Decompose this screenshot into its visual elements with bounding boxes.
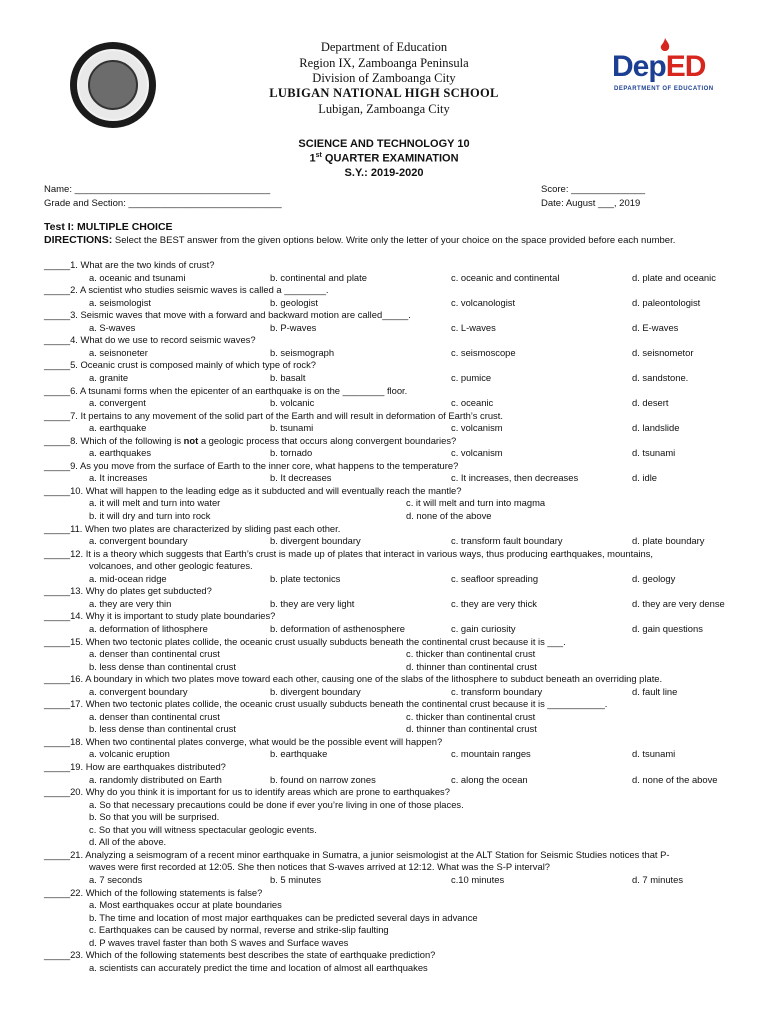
answer-option: d. P waves travel faster than both S waves and Surface waves — [89, 937, 349, 948]
question-stem: _____12. It is a theory which suggests that Earth’s crust is made up of plates that interact in various ways, thus producing earthquakes, mountains, — [44, 548, 654, 559]
region-heading: Region IX, Zamboanga Peninsula — [299, 56, 469, 70]
answer-option: c. So that you will witness spectacular geologic events. — [89, 824, 317, 835]
question-stem: _____21. Analyzing a seismogram of a recent minor earthquake in Sumatra, a junior seismologist at the ALT Station for Seismic Studies notices that P- — [44, 849, 670, 860]
answer-option: a. volcanic eruption — [89, 748, 170, 759]
question-stem: _____17. When two tectonic plates collide, the oceanic crust usually subducts beneath the continental crust because it is ___________. — [44, 698, 608, 709]
answer-option: c. seafloor spreading — [451, 573, 539, 584]
exam-subject: SCIENCE AND TECHNOLOGY 10 — [298, 138, 470, 150]
question-stem: _____4. What do we use to record seismic waves? — [44, 334, 256, 345]
exam-quarter: 1st QUARTER EXAMINATION — [309, 152, 459, 165]
question-stem-continued: volcanoes, and other geologic features. — [89, 560, 253, 571]
answer-option: d. landslide — [632, 422, 680, 433]
answer-option: d. thinner than continental crust — [406, 661, 537, 672]
answer-option: c. volcanism — [451, 422, 503, 433]
question-stem: _____15. When two tectonic plates collide, the oceanic crust usually subducts beneath the continental crust because it is ___. — [44, 636, 566, 647]
answer-option: d. none of the above — [632, 774, 718, 785]
answer-option: c. oceanic — [451, 397, 494, 408]
answer-option: b. found on narrow zones — [270, 774, 376, 785]
question-stem: _____7. It pertains to any movement of the solid part of the Earth and will result in deformation of Earth’s crust. — [44, 410, 503, 421]
answer-option: a. scientists can accurately predict the time and location of almost all earthquakes — [89, 962, 428, 973]
answer-option: d. idle — [632, 472, 658, 483]
exam-school-year: S.Y.: 2019-2020 — [344, 167, 424, 179]
question-stem-continued: waves were first recorded at 12:05. She then notices that S-waves arrived at 12:12. What was the S-P interval? — [89, 861, 550, 872]
answer-option: a. convergent boundary — [89, 686, 188, 697]
answer-option: a. 7 seconds — [89, 874, 143, 885]
answer-option: a. It increases — [89, 472, 148, 483]
answer-option: d. paleontologist — [632, 297, 701, 308]
answer-option: c. thicker than continental crust — [406, 648, 536, 659]
answer-option: d. seisnometor — [632, 347, 694, 358]
question-stem: _____9. As you move from the surface of Earth to the inner core, what happens to the temperature? — [44, 460, 459, 471]
answer-option: c. it will melt and turn into magma — [406, 497, 546, 508]
answer-option: b. deformation of asthenosphere — [270, 623, 405, 634]
answer-option: a. granite — [89, 372, 129, 383]
answer-option: c. thicker than continental crust — [406, 711, 536, 722]
answer-option: a. it will melt and turn into water — [89, 497, 221, 508]
answer-option: d. E-waves — [632, 322, 679, 333]
school-name: LUBIGAN NATIONAL HIGH SCHOOL — [269, 86, 499, 100]
answer-option: c. they are very thick — [451, 598, 537, 609]
answer-option: c. mountain ranges — [451, 748, 531, 759]
question-stem: _____23. Which of the following statements best describes the state of earthquake prediction? — [44, 949, 436, 960]
answer-option: b. The time and location of most major earthquakes can be predicted several days in advance — [89, 912, 478, 923]
answer-option: c. oceanic and continental — [451, 272, 560, 283]
question-stem: _____18. When two continental plates converge, what would be the possible event will happen? — [44, 736, 443, 747]
answer-option: c. volcanologist — [451, 297, 516, 308]
answer-option: b. P-waves — [270, 322, 317, 333]
answer-option: b. volcanic — [270, 397, 315, 408]
school-location: Lubigan, Zamboanga City — [318, 102, 450, 116]
deped-logo: DepED DEPARTMENT OF EDUCATION — [612, 38, 722, 98]
answer-option: b. basalt — [270, 372, 306, 383]
answer-option: b. earthquake — [270, 748, 328, 759]
answer-option: a. S-waves — [89, 322, 136, 333]
answer-option: c. It increases, then decreases — [451, 472, 579, 483]
answer-option: a. Most earthquakes occur at plate boundaries — [89, 899, 282, 910]
answer-option: a. convergent boundary — [89, 535, 188, 546]
answer-option: b. less dense than continental crust — [89, 723, 236, 734]
answer-option: d. All of the above. — [89, 836, 167, 847]
question-stem: _____20. Why do you think it is important for us to identify areas which are prone to earthquakes? — [44, 786, 450, 797]
name-field[interactable]: Name: _____________________________________ — [44, 184, 271, 195]
answer-option: c. pumice — [451, 372, 492, 383]
answer-option: a. seisnoneter — [89, 347, 148, 358]
answer-option: d. desert — [632, 397, 669, 408]
date-field[interactable]: Date: August ___, 2019 — [541, 198, 641, 209]
answer-option: b. continental and plate — [270, 272, 367, 283]
answer-option: c. Earthquakes can be caused by normal, reverse and strike-slip faulting — [89, 924, 389, 935]
answer-option: c. transform boundary — [451, 686, 543, 697]
answer-option: d. geology — [632, 573, 676, 584]
answer-option: a. denser than continental crust — [89, 648, 220, 659]
answer-option: b. geologist — [270, 297, 318, 308]
question-stem: _____16. A boundary in which two plates move toward each other, causing one of the slabs of the lithosphere to subduct beneath an overriding plate. — [44, 673, 663, 684]
directions: DIRECTIONS: Select the BEST answer from the given options below. Write only the letter of your choice on the space provided before each number. — [44, 234, 676, 246]
answer-option: a. convergent — [89, 397, 146, 408]
answer-option: b. It decreases — [270, 472, 332, 483]
answer-option: c.10 minutes — [451, 874, 505, 885]
division-heading: Division of Zamboanga City — [312, 71, 456, 85]
answer-option: b. divergent boundary — [270, 686, 361, 697]
answer-option: d. tsunami — [632, 748, 676, 759]
answer-option: a. mid-ocean ridge — [89, 573, 167, 584]
answer-option: b. it will dry and turn into rock — [89, 510, 211, 521]
answer-option: d. tsunami — [632, 447, 676, 458]
answer-option: b. divergent boundary — [270, 535, 361, 546]
answer-option: a. seismologist — [89, 297, 152, 308]
answer-option: d. they are very dense — [632, 598, 725, 609]
answer-option: d. fault line — [632, 686, 678, 697]
answer-option: a. earthquake — [89, 422, 147, 433]
answer-option: a. earthquakes — [89, 447, 152, 458]
answer-option: d. plate boundary — [632, 535, 705, 546]
question-stem: _____2. A scientist who studies seismic waves is called a ________. — [44, 284, 329, 295]
answer-option: d. thinner than continental crust — [406, 723, 537, 734]
answer-option: b. less dense than continental crust — [89, 661, 236, 672]
answer-option: a. deformation of lithosphere — [89, 623, 208, 634]
question-stem: _____19. How are earthquakes distributed? — [44, 761, 226, 772]
answer-option: d. none of the above — [406, 510, 492, 521]
answer-option: c. L-waves — [451, 322, 496, 333]
answer-option: b. seismograph — [270, 347, 335, 358]
question-stem: _____8. Which of the following is not a geologic process that occurs along convergent boundaries? — [44, 435, 457, 446]
answer-option: d. plate and oceanic — [632, 272, 716, 283]
question-stem: _____10. What will happen to the leading edge as it subducted and will eventually reach the mantle? — [44, 485, 462, 496]
question-stem: _____11. When two plates are characterized by sliding past each other. — [44, 523, 341, 534]
test-title: Test I: MULTIPLE CHOICE — [44, 221, 173, 233]
question-stem: _____6. A tsunami forms when the epicenter of an earthquake is on the ________ floor. — [44, 385, 408, 396]
question-stem: _____22. Which of the following statements is false? — [44, 887, 263, 898]
question-stem: _____1. What are the two kinds of crust? — [44, 259, 215, 270]
answer-option: b. plate tectonics — [270, 573, 341, 584]
question-stem: _____14. Why it is important to study plate boundaries? — [44, 610, 276, 621]
answer-option: b. tsunami — [270, 422, 314, 433]
question-stem: _____5. Oceanic crust is composed mainly of which type of rock? — [44, 359, 317, 370]
score-field[interactable]: Score: ______________ — [541, 184, 646, 195]
answer-option: a. randomly distributed on Earth — [89, 774, 222, 785]
answer-option: c. along the ocean — [451, 774, 528, 785]
answer-option: c. volcanism — [451, 447, 503, 458]
answer-option: b. tornado — [270, 447, 313, 458]
answer-option: b. they are very light — [270, 598, 355, 609]
answer-option: a. oceanic and tsunami — [89, 272, 186, 283]
answer-option: a. they are very thin — [89, 598, 172, 609]
answer-option: b. So that you will be surprised. — [89, 811, 220, 822]
question-stem: _____13. Why do plates get subducted? — [44, 585, 212, 596]
answer-option: d. gain questions — [632, 623, 703, 634]
answer-option: c. seismoscope — [451, 347, 516, 358]
department-heading: Department of Education — [320, 40, 448, 54]
answer-option: a. denser than continental crust — [89, 711, 220, 722]
answer-option: c. gain curiosity — [451, 623, 516, 634]
question-stem: _____3. Seismic waves that move with a forward and backward motion are called_____. — [44, 309, 411, 320]
answer-option: a. So that necessary precautions could be done if ever you’re living in one of those places. — [89, 799, 464, 810]
answer-option: d. sandstone. — [632, 372, 689, 383]
grade-section-field[interactable]: Grade and Section: _____________________________ — [44, 198, 282, 209]
answer-option: b. 5 minutes — [270, 874, 322, 885]
answer-option: c. transform fault boundary — [451, 535, 563, 546]
answer-option: d. 7 minutes — [632, 874, 684, 885]
